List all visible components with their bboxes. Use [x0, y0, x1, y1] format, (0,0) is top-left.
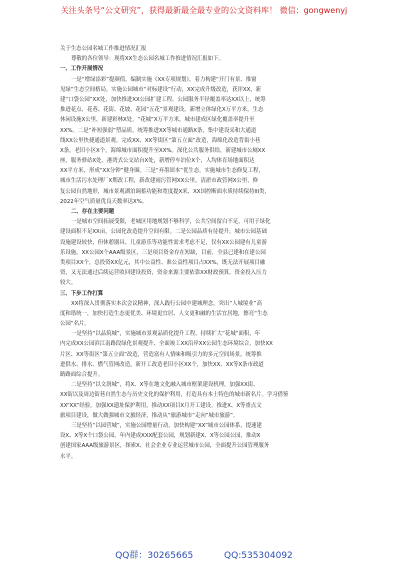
document-line: 路路面综合提升。	[60, 372, 104, 378]
qq-group: QQ群：30265665	[115, 551, 194, 561]
document-line: 度和谐统一，加快打造生态更优美、环境更宜居、人文更和融的生活宜居地，擦亮“生态	[60, 310, 268, 317]
document-line: 推进花点、花巷、花街、花坡、花园“五花”景观建设，新增立体绿化X万平方米，生态	[60, 107, 264, 114]
document-title: 关于生态公园名城工作推进情况汇报	[60, 46, 147, 52]
document-line: 二是坚持“以文润城”，将X、X等在地文化融入城市框架建设机理，加强XX街、	[71, 382, 259, 389]
document-line: 一是坚持“以品筑城”，实施城市景观品质化提升工程，持续扩大“花城”面积，年	[71, 331, 261, 338]
document-line: 较大。	[60, 280, 77, 287]
document-line: 2022年空气质量优良天数率达X%。	[60, 198, 148, 205]
document-line: 公园”名片。	[60, 321, 90, 328]
document-line: 尊敬的各位领导：现将XX生态公园名城工作推进情况汇报如下。	[71, 56, 224, 63]
wechat-id: 微信：gongwenyj	[279, 6, 348, 15]
document-line: 复公园自然地形，城市景观湖泊调蓄功能和宽度提X米，XX国控断面水质持续保持III类，	[60, 188, 270, 195]
document-line: 建设面积不足XX亩，公园化改造提升空间有限。二是公园品质有待提升。城市公园基础	[60, 229, 267, 236]
document-line: X条，老旧小区X个，海绵城市面积提升至XX%。深化公共服务供给，新建城市公厕XX	[60, 147, 266, 154]
document-line: 资，又无法通过后续运营收回建设投资，资金来源主要依靠XX财政预算，资金投入压力	[60, 270, 267, 277]
promo-banner	[0, 6, 408, 16]
document-line: 见绿”生态空间格局。实施公园城市“对标建设”行动，XX完成升级改造，获评XX，新	[60, 86, 262, 93]
document-line: 建“口袋公园”XX处，加快推进XX公园扩建工程。公园服务半径覆盖率达XX以上，统筹	[60, 96, 266, 103]
document-line: 创建国家AAA级旅游景区，探索X、社会企业专业运营城市公园，全面提升公园管理服务	[60, 443, 270, 450]
document-line: 水平。	[60, 453, 77, 460]
document-line: 一是城市空间拓展受限，老城区用地规划不够科学，公共空间留白不足，可用于绿化	[71, 219, 271, 226]
qq-number: QQ:535304092	[224, 551, 293, 561]
document-line: 城市生活污水处理厂X期改工程，新改建雨污管网XX公里，清淤市政管网X公里，修	[60, 178, 259, 185]
document-line: 座，服务驿站X处，港湾式公交站台X处，新增停车泊位X个，人均体育场地面积达	[60, 158, 255, 165]
document-line: 进供水、排水、燃气管网改造，新开工改造老旧小区XX个，加快XX、XX等X条市政道	[60, 361, 264, 368]
document-line: 设施建设较快，但休憩器具、儿童游乐等功能性需求考虑不足，仅有XX公园建有儿童游	[60, 239, 267, 246]
document-line: 休闲设施X公里，新建彩林X处。“花城”X万平方米，城市建成区绿化覆盖率提升至	[60, 117, 255, 124]
contact-footer	[0, 548, 408, 561]
document-line: XX平方米，形成“XX分钟”健身圈。三是“弃墨固本”优生态。实施城市生态修复工程，	[60, 168, 264, 175]
document-line: 一、工作开展情况	[60, 66, 104, 73]
promo-text: 关注头条号“公文研究”，获得最新最全最专业的公文资料库！	[60, 6, 278, 15]
document-line: 类项目XX个，总投资XX亿元，其中公益性、准公益性项目占XX%，既无法开展项目融	[60, 259, 266, 266]
document-line: 三、下步工作打算	[60, 290, 104, 297]
document-line: 一是“增绿添彩”提颜值。编制实施《XX专项规划》，着力构建“开门有景、推窗	[71, 76, 257, 83]
document-line: 内完成XX公园滨江南路段绿化景观提升、全面竣工XX沿岸XX公园生态环境综合，加快XX	[60, 341, 273, 348]
document-line: XX“XX”经验，加强XX遗址保护利用，推动XX项目X月开工建设。推进X、X等重点文	[60, 402, 262, 409]
document-line: XX%。二是“补短强弱”塑品质。统筹推进XX等城市通路X条，集中建设采和大通道	[60, 127, 257, 134]
document-line: 旅项目建设，做大做强城市文旅经济，推动从“旅游城市”走向“城市旅游”。	[60, 412, 239, 419]
document-line: 乐设施，XX公园X个AAA级景区，三是项目资金存在短缺，目前，全县已建和在建公园	[60, 249, 266, 256]
document-body	[60, 44, 356, 462]
document-line: XX将深入贯彻落实本次会议精神，深入践行公园中建城理念，突出“人城境业”高	[71, 300, 262, 307]
document-line: 二、存在主要问题	[71, 209, 115, 215]
document-line: 设X、X等X个口袋公园，年内建成XXX配套公园，规划新建X、X等公园公园，推动X	[60, 433, 261, 440]
document-line: 三是坚持“以园营城”，实施公园增量行动，加快构建“XX”城市公园体系，提速建	[71, 422, 262, 429]
document-line: 片区、XX等街区“第五立面”改造，营造富有人情味和吸引力的多元空间场景，统筹推	[60, 351, 262, 358]
document-line: XX街以及周边街巷自然生态与历史文化的保护利用，打造具有本土特色的城市新名片。学习借鉴	[60, 392, 289, 399]
document-line: 线XX公里快捷通道景观。完成XX、XX等街区“第五立面”改造，海绵化改造背街小巷	[60, 137, 261, 144]
